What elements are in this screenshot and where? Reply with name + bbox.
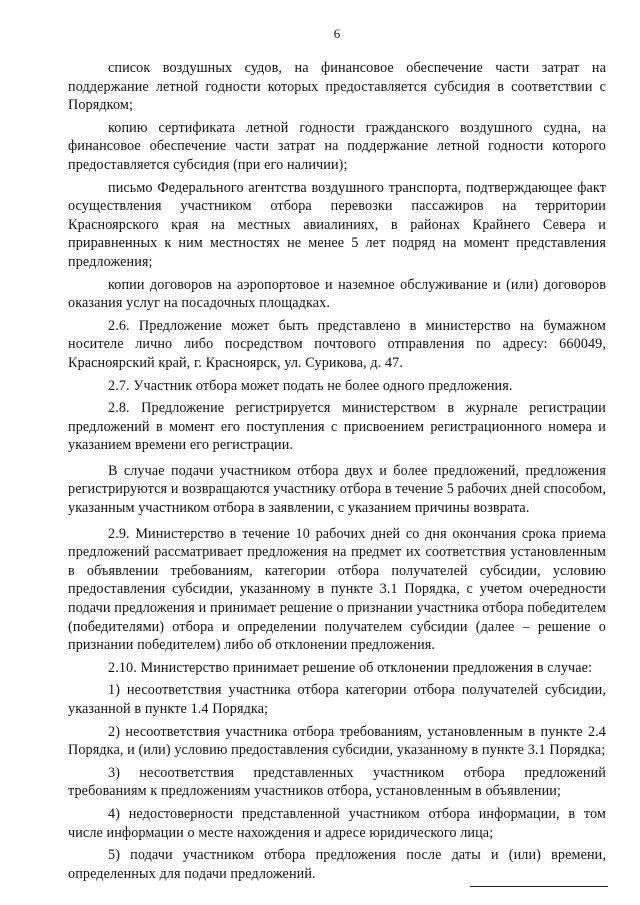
paragraph-2-8: 2.8. Предложение регистрируется министерством в журнале регистрации предложений в момент его поступления с присвоением регистрационного номера и указанием времени его регистрации. <box>68 400 606 454</box>
paragraph-2-10: 2.10. Министерство принимает решение об отклонении предложения в случае: <box>108 659 593 676</box>
paragraph-2-7: 2.7. Участник отбора может подать не более одного предложения. <box>108 377 513 394</box>
list-item-5: 5) подачи участником отбора предложения после даты и (или) времени, определенных для подачи предложений. <box>68 847 606 882</box>
paragraph-multiple-proposals: В случае подачи участником отбора двух и более предложений, предложения регистрируются и возвращаются участнику отбора в течение 5 рабочих дней способом, указанным участником отбора в заявлении, с указанием причины возврата. <box>68 462 606 517</box>
list-item-1: 1) несоответствия участника отбора категории отбора получателей субсидии, указанной в пункте 1.4 Порядка; <box>68 682 606 717</box>
list-item-2: 2) несоответствия участника отбора требованиям, установленным в пункте 2.4 Порядка, и (или) условию предоставления субсидии, указанному в пункте 3.1 Порядка; <box>68 723 606 759</box>
paragraph-2-9: 2.9. Министерство в течение 10 рабочих дней со дня окончания срока приема предложений рассматривает предложения на предмет их соответствия установленным в объявлении требованиям, категории отбора получателей субсидии, условию предоставления субсидии, указанному в пункте 3.1 Порядка, с учетом очередности подачи предложения и принимает решение о признании участника отбора победителем (победителями) отбора и определении получателем субсидии (далее – решение о признании победителем) либо об отклонении предложения. <box>68 525 606 654</box>
paragraph-agency-letter: письмо Федерального агентства воздушного транспорта, подтверждающее факт осуществления участником отбора перевозки пассажиров на территории Красноярского края на местных авиалиниях, в районах Крайнего Севера и приравненных к ним местностях не менее 5 лет подряд на момент представления предложения; <box>68 179 606 270</box>
page-number: 6 <box>333 26 341 41</box>
list-item-4: 4) недостоверности представленной участником отбора информации, в том числе информации о месте нахождения и адресе юридического лица; <box>68 805 606 841</box>
paragraph-service-contracts: копии договоров на аэропортовое и наземное обслуживание и (или) договоров оказания услуг на посадочных площадках. <box>68 276 606 312</box>
list-item-3: 3) несоответствия представленных участником отбора предложений требованиям к предложениям участников отбора, установленным в объявлении; <box>68 764 606 800</box>
paragraph-2-6: 2.6. Предложение может быть представлено в министерство на бумажном носителе лично либо посредством почтового отправления по адресу: 660049, Красноярский край, г. Красноярск, ул. Сурикова, д. 47. <box>68 317 606 371</box>
paragraph-airworthiness-certificate: копию сертификата летной годности гражданского воздушного судна, на финансовое обеспечение части затрат на поддержание летной годности которого предоставляется субсидия (при его наличии); <box>68 119 606 173</box>
paragraph-aircraft-list: список воздушных судов, на финансовое обеспечение части затрат на поддержание летной годности которых предоставляется субсидия в соответствии с Порядком; <box>68 60 606 114</box>
footer-rule <box>470 886 608 887</box>
